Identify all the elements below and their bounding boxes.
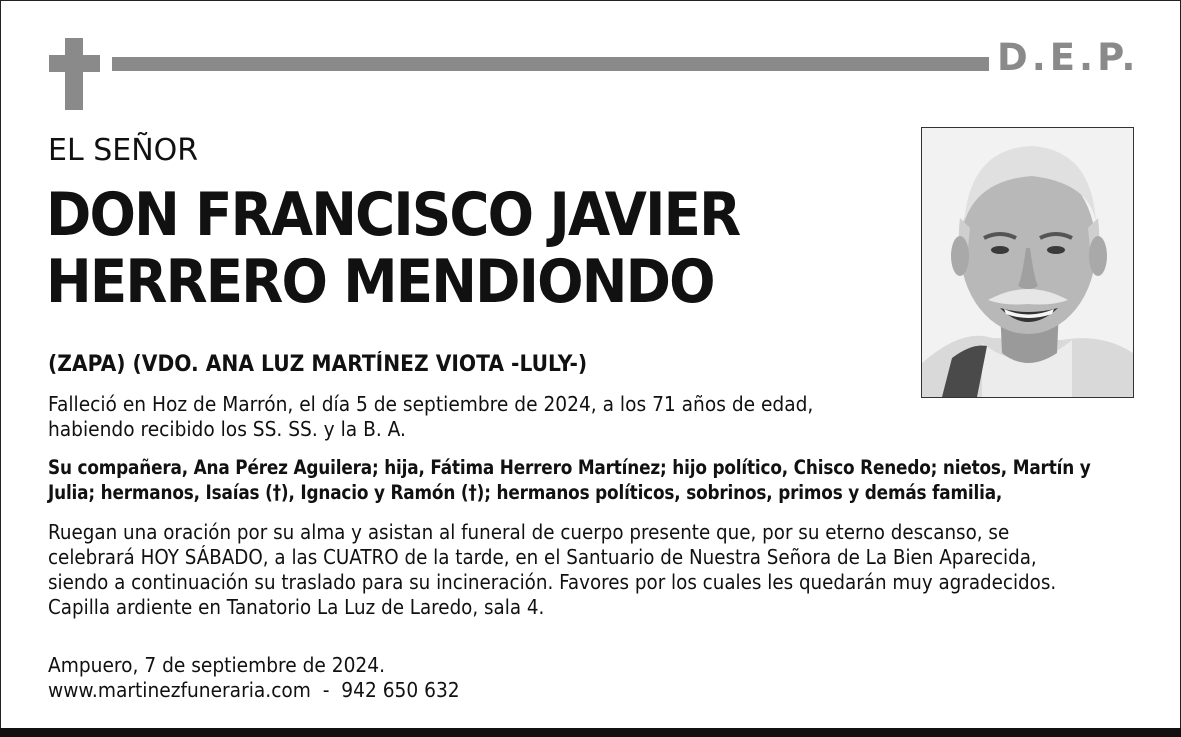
nickname-subtitle: (ZAPA) (VDO. ANA LUZ MARTÍNEZ VIOTA -LULY-) — [48, 352, 588, 377]
portrait-image — [922, 128, 1133, 397]
name-line-1: DON FRANCISCO JAVIER — [46, 180, 740, 250]
death-line-1: Falleció en Hoz de Marrón, el día 5 de septiembre de 2024, a los 71 años de edad, — [48, 392, 814, 416]
website-link[interactable]: www.martinezfuneraria.com — [48, 678, 311, 702]
death-paragraph — [48, 392, 813, 442]
phone-number[interactable]: 942 650 632 — [341, 678, 460, 702]
funeral-paragraph — [48, 520, 1056, 620]
name-line-2: HERRERO MENDIONDO — [46, 247, 714, 317]
contact-separator: - — [322, 678, 330, 702]
portrait-photo — [921, 127, 1134, 398]
footer-info — [48, 653, 460, 703]
title-prefix: EL SEÑOR — [48, 133, 199, 168]
family-line-1: Su compañera, Ana Pérez Aguilera; hija, Fátima Herrero Martínez; hijo político, Chisco Renedo; nietos, Martín y — [48, 456, 1091, 479]
family-paragraph — [48, 455, 1091, 505]
header-rule — [112, 57, 989, 71]
funeral-line-3: siendo a continuación su traslado para su incineración. Favores por los cuales les quedarán muy agradecidos. — [48, 570, 1057, 594]
funeral-line-4: Capilla ardiente en Tanatorio La Luz de Laredo, sala 4. — [48, 595, 545, 619]
cross-icon-bar — [49, 55, 100, 72]
funeral-line-2: celebrará HOY SÁBADO, a las CUATRO de la tarde, en el Santuario de Nuestra Señora de La Bien Aparecida, — [48, 545, 1037, 569]
deceased-name — [46, 182, 739, 316]
dep-label: D.E.P. — [997, 36, 1140, 79]
funeral-line-1: Ruegan una oración por su alma y asistan al funeral de cuerpo presente que, por su eterno descanso, se — [48, 520, 1010, 544]
family-line-2: Julia; hermanos, Isaías (†), Ignacio y Ramón (†); hermanos políticos, sobrinos, primos y demás familia, — [48, 481, 1003, 504]
contact-line — [48, 678, 460, 703]
bottom-border — [0, 728, 1181, 737]
place-date: Ampuero, 7 de septiembre de 2024. — [48, 653, 386, 677]
cross-icon — [65, 38, 83, 110]
death-line-2: habiendo recibido los SS. SS. y la B. A. — [48, 417, 406, 441]
